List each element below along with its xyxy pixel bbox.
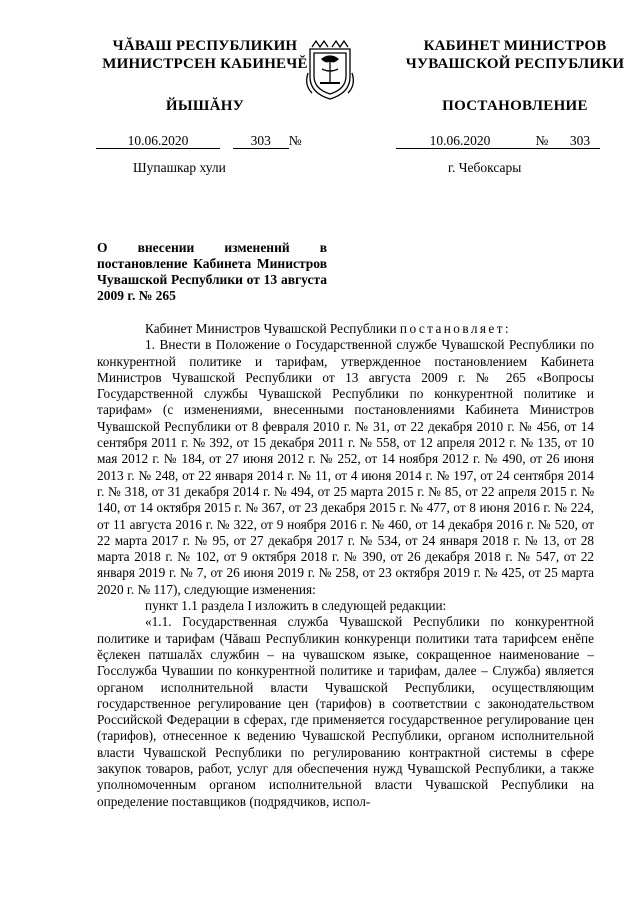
document-type-russian: ПОСТАНОВЛЕНИЕ [442,98,588,114]
left-date: 10.06.2020 [96,133,220,149]
right-city: г. Чебоксары [448,160,522,175]
intro-paragraph [97,321,594,337]
right-date: 10.06.2020 [396,133,524,149]
paragraph-3: «1.1. Государственная служба Чувашской Республики по конкурентной политике и тарифам (Чăваш Республикин конкуренци политики тата тарифсем енĕпе ĕçлекен патшалăх службин – на чувашском языке, сокращенное наименование – Госслужба Чувашии по конкурентной политике и тарифам, далее – Служба) является органом исполнительной власти Чувашской Республики, осуществляющим государственное регулирование цен (тарифов) в соответствии с законодательством Российской Федерации в сферах, где применяется государственное регулирование цен (тарифов), отнесенное к ведению Чувашской Республики, органом исполнительной власти Чувашской Республики по регулированию контрактной системы в сфере закупок товаров, работ, услуг для обеспечения нужд Чувашской Республики, а также уполномоченным органом исполнительной власти Чувашской Республики на определение поставщиков (подрядчиков, испол- [97,614,594,809]
chuvash-emblem-icon [302,33,358,103]
intro-prefix: Кабинет Министров Чувашской Республики [145,321,397,336]
header-right-title [390,37,640,73]
paragraph-2: пункт 1.1 раздела I изложить в следующей редакции: [145,598,447,614]
intro-action: постановляет: [399,321,512,336]
right-number-sign: № [524,133,560,149]
document-type-chuvash: ЙЫШĂНУ [165,98,245,114]
left-city: Шупашкар хули [133,160,226,175]
left-number-sign: № [288,133,302,148]
header-left-line2: МИНИСТРСЕН КАБИНЕЧĔ [102,56,308,72]
left-date-line [96,133,302,151]
right-number: 303 [560,133,600,149]
document-body [97,321,594,810]
right-date-line [396,133,600,151]
paragraph-1: 1. Внести в Положение о Государственной службе Чувашской Республики по конкурентной политике и тарифам, утвержденное постановлением Кабинета Министров Чувашской Республики от 13 августа 2009 г. № 265 «Вопросы Государственной службы Чувашской Республики по конкурентной политике и тарифам» (с изменениями, внесенными постановлениями Кабинета Министров Чувашской Республики от 8 февраля 2010 г. № 31, от 22 декабря 2010 г. № 456, от 14 сентября 2011 г. № 392, от 15 декабря 2011 г. № 558, от 12 апреля 2012 г. № 135, от 10 мая 2012 г. № 184, от 27 июня 2012 г. № 252, от 14 ноября 2012 г. № 490, от 26 июня 2013 г. № 248, от 22 января 2014 г. № 11, от 4 июня 2014 г. № 197, от 24 сентября 2014 г. № 318, от 31 декабря 2014 г. № 494, от 25 марта 2015 г. № 85, от 22 апреля 2015 г. № 140, от 14 октября 2015 г. № 367, от 23 декабря 2015 г. № 477, от 8 июня 2016 г. № 224, от 11 августа 2016 г. № 322, от 9 ноября 2016 г. № 460, от 14 декабря 2016 г. № 520, от 22 марта 2017 г. № 95, от 27 декабря 2017 г. № 534, от 24 января 2018 г. № 13, от 28 марта 2018 г. № 102, от 9 октября 2018 г. № 390, от 26 декабря 2018 г. № 547, от 22 января 2019 г. № 7, от 26 июня 2019 г. № 258, от 23 октября 2019 г. № 425, от 25 марта 2020 г. № 117), следующие изменения: [97,337,594,597]
document-subject: О внесении изменений в постановление Кабинета Министров Чувашской Республики от 13 августа 2009 г. № 265 [97,240,327,303]
header-right-line2: ЧУВАШСКОЙ РЕСПУБЛИКИ [405,56,625,72]
header-left-line1: ЧĂВАШ РЕСПУБЛИКИН [112,38,298,54]
left-number: 303 [233,133,289,149]
header-right-line1: КАБИНЕТ МИНИСТРОВ [423,38,607,54]
header-left-title [80,37,330,73]
